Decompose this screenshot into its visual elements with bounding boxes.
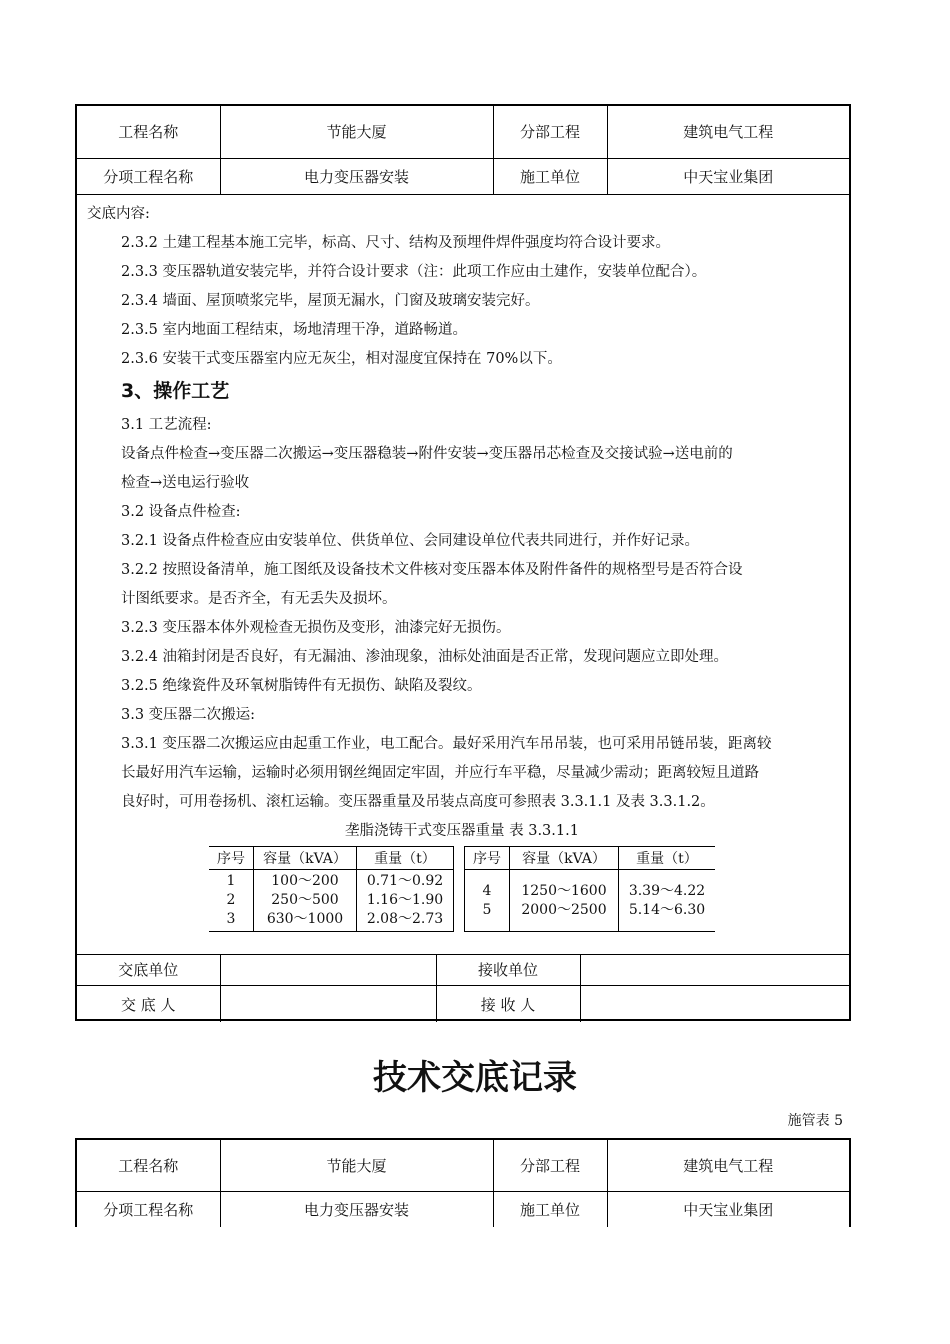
table-cell: 5.14～6.30	[628, 901, 706, 918]
table-cell: 5	[482, 901, 492, 918]
table-cell: 3	[226, 911, 236, 927]
project-name-label: 工程名称	[77, 106, 220, 158]
left-weight-column	[357, 870, 454, 932]
col-capacity-header: 容量（kVA）	[254, 847, 357, 870]
paragraph: 2.3.5 室内地面工程结束，场地清理干净，道路畅道。	[121, 322, 468, 338]
left-capacity-column	[254, 870, 357, 932]
project-header-table	[77, 1140, 849, 1227]
project-name-value: 节能大厦	[220, 1140, 493, 1191]
table-cell: 630～1000	[266, 911, 344, 927]
issuer-unit-label: 交底单位	[77, 954, 220, 986]
table-cell: 2.08～2.73	[366, 911, 444, 927]
paragraph: 2.3.2 土建工程基本施工完毕，标高、尺寸、结构及预埋件焊件强度均符合设计要求。	[121, 235, 671, 251]
contractor-label: 施工单位	[493, 1191, 607, 1227]
table-cell: 3.39～4.22	[628, 882, 706, 899]
table-caption: 垄脂浇铸干式变压器重量 表 3.3.1.1	[345, 823, 579, 839]
contractor-value: 中天宝业集团	[607, 1191, 849, 1227]
paragraph: 3.2.5 绝缘瓷件及环氧树脂铸件有无损伤、缺陷及裂纹。	[121, 678, 482, 694]
col-no-header: 序号	[209, 847, 254, 870]
division-label: 分部工程	[493, 1140, 607, 1191]
table-cell: 2	[226, 892, 236, 908]
left-no-column	[209, 870, 254, 932]
paragraph: 3.2.1 设备点件检查应由安装单位、供货单位、会同建设单位代表共同进行，并作好记录。	[121, 533, 699, 549]
disclosure-form	[75, 104, 851, 1021]
receiver-field[interactable]	[580, 986, 849, 1023]
table-cell: 250～500	[271, 892, 339, 908]
content-intro: 交底内容:	[87, 206, 150, 222]
table-cell: 4	[482, 882, 492, 899]
table-cell: 1250～1600	[521, 882, 607, 899]
next-disclosure-form	[75, 1138, 851, 1227]
project-name-value: 节能大厦	[220, 106, 493, 158]
right-capacity-column	[510, 870, 619, 932]
disclosure-content	[77, 194, 849, 955]
paragraph: 计图纸要求。是否齐全，有无丢失及损坏。	[121, 591, 397, 607]
subitem-label: 分项工程名称	[77, 158, 220, 194]
form-code: 施管表 5	[787, 1113, 843, 1129]
issuer-unit-field[interactable]	[220, 954, 436, 986]
paragraph: 3.3 变压器二次搬运:	[121, 707, 256, 723]
paragraph: 3.2.3 变压器本体外观检查无损伤及变形，油漆完好无损伤。	[121, 620, 511, 636]
contractor-label: 施工单位	[493, 158, 607, 194]
paragraph: 良好时，可用卷扬机、滚杠运输。变压器重量及吊装点高度可参照表 3.3.1.1 及表 3.3.1.2。	[121, 794, 715, 810]
section-heading: 3、操作工艺	[121, 380, 230, 402]
col-capacity-header: 容量（kVA）	[510, 847, 619, 870]
paragraph: 2.3.6 安装干式变压器室内应无灰尘，相对湿度宜保持在 70%以下。	[121, 351, 562, 367]
receiver-label: 接 收 人	[436, 986, 580, 1023]
transformer-weight-table	[209, 846, 715, 932]
division-value: 建筑电气工程	[607, 1140, 849, 1191]
division-label: 分部工程	[493, 106, 607, 158]
document-title: 技术交底记录	[373, 1058, 577, 1098]
table-cell: 1.16～1.90	[366, 892, 444, 908]
col-no-header: 序号	[465, 847, 510, 870]
contractor-value: 中天宝业集团	[607, 158, 849, 194]
table-cell: 0.71～0.92	[366, 873, 444, 889]
table-cell: 100～200	[271, 873, 339, 889]
table-cell: 2000～2500	[521, 901, 607, 918]
receiver-unit-field[interactable]	[580, 954, 849, 986]
right-no-column	[465, 870, 510, 932]
subitem-value: 电力变压器安装	[220, 158, 493, 194]
paragraph: 3.3.1 变压器二次搬运应由起重工作业，电工配合。最好采用汽车吊吊装，也可采用吊链吊装，距离较	[121, 736, 772, 752]
issuer-label: 交 底 人	[77, 986, 220, 1023]
paragraph: 3.2.4 油箱封闭是否良好，有无漏油、渗油现象，油标处油面是否正常，发现问题应立即处理。	[121, 649, 728, 665]
paragraph: 长最好用汽车运输，运输时必须用钢丝绳固定牢固，并应行车平稳，尽量减少需动；距离较短且道路	[121, 765, 759, 781]
paragraph: 3.1 工艺流程:	[121, 417, 212, 433]
paragraph: 3.2 设备点件检查:	[121, 504, 241, 520]
paragraph: 设备点件检查→变压器二次搬运→变压器稳装→附件安装→变压器吊芯检查及交接试验→送电前的	[121, 446, 733, 462]
subitem-label: 分项工程名称	[77, 1191, 220, 1227]
division-value: 建筑电气工程	[607, 106, 849, 158]
paragraph: 2.3.4 墙面、屋顶喷浆完毕，屋顶无漏水，门窗及玻璃安装完好。	[121, 293, 540, 309]
subitem-value: 电力变压器安装	[220, 1191, 493, 1227]
paragraph: 2.3.3 变压器轨道安装完毕，并符合设计要求（注：此项工作应由土建作，安装单位配合）。	[121, 264, 707, 280]
issuer-field[interactable]	[220, 986, 436, 1023]
col-weight-header: 重量（t）	[619, 847, 716, 870]
paragraph: 3.2.2 按照设备清单，施工图纸及设备技术文件核对变压器本体及附件备件的规格型号是否符合设	[121, 562, 743, 578]
signature-table	[77, 954, 849, 1022]
right-weight-column	[619, 870, 716, 932]
project-name-label: 工程名称	[77, 1140, 220, 1191]
receiver-unit-label: 接收单位	[436, 954, 580, 986]
paragraph: 检查→送电运行验收	[121, 475, 250, 491]
table-cell: 1	[226, 873, 236, 889]
col-weight-header: 重量（t）	[357, 847, 454, 870]
project-header-table	[77, 106, 849, 195]
